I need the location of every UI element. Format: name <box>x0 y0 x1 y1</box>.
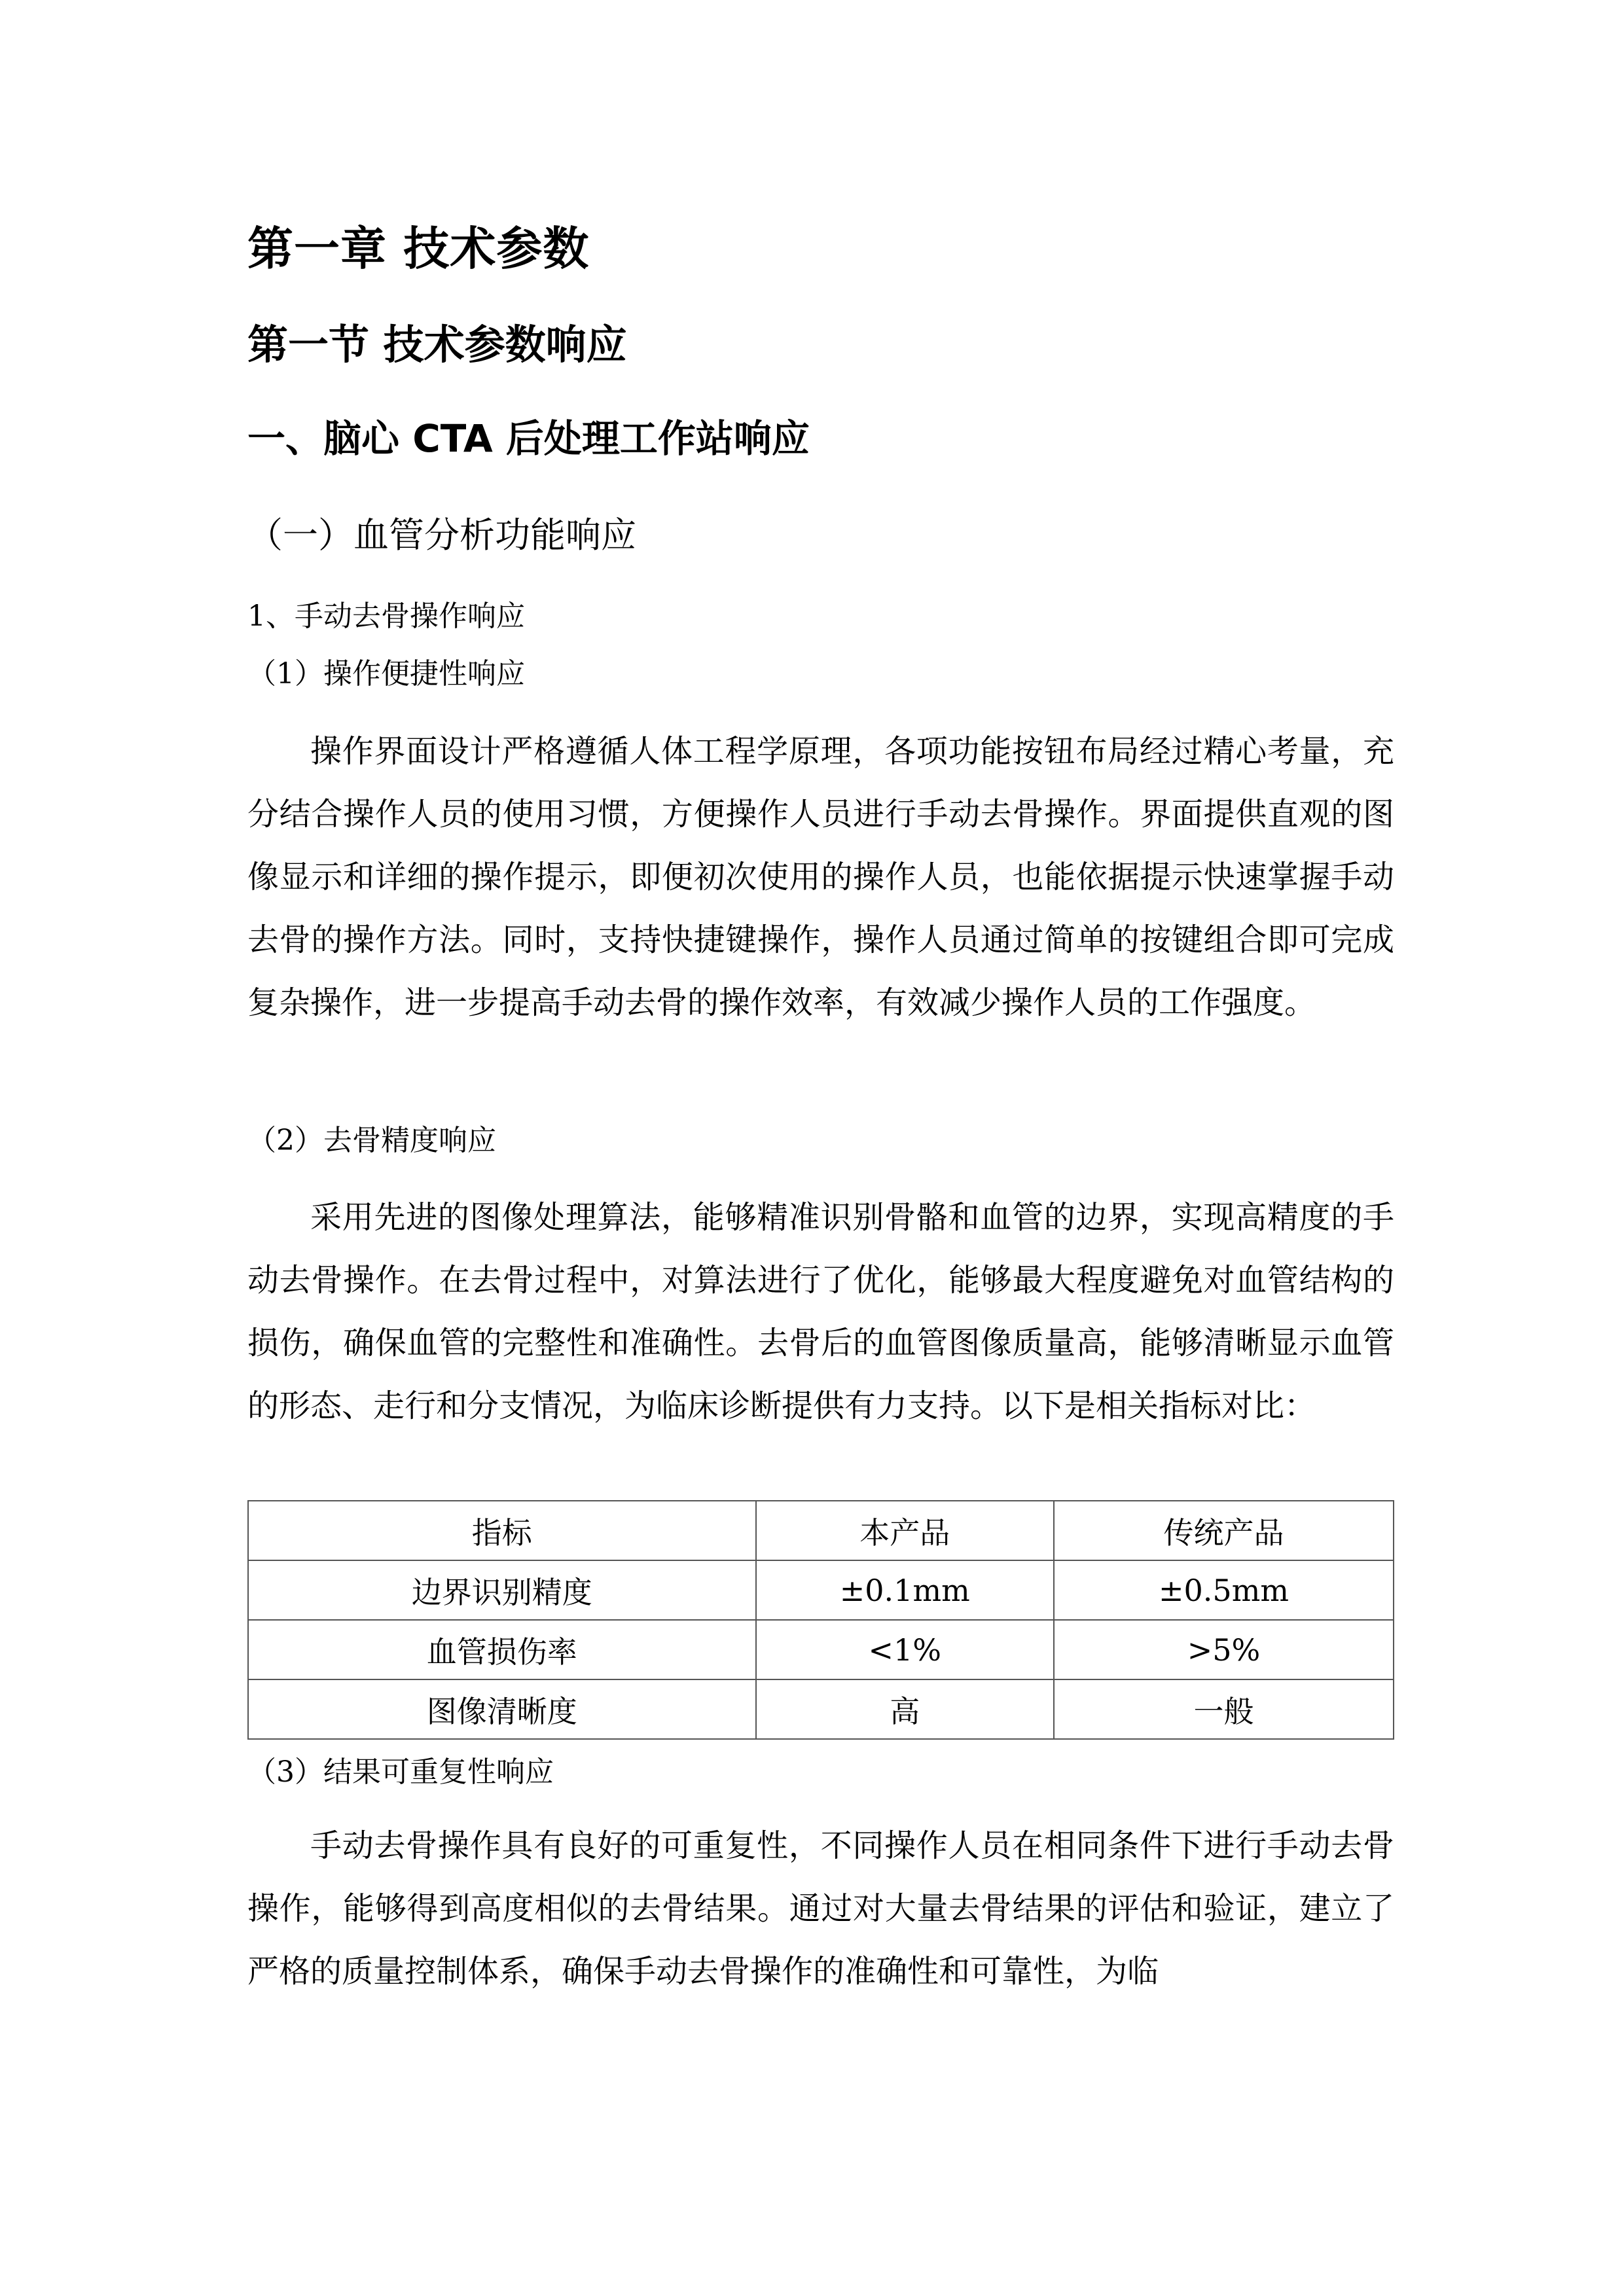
table-cell: ±0.5mm <box>1054 1560 1394 1620</box>
table-header-cell: 指标 <box>248 1501 756 1560</box>
sub2-title: （2）去骨精度响应 <box>247 1124 496 1157</box>
chapter-title: 第一章 技术参数 <box>247 222 590 276</box>
sub2-body: 采用先进的图像处理算法，能够精准识别骨骼和血管的边界，实现高精度的手动去骨操作。在去骨过程中，对算法进行了优化，能够最大程度避免对血管结构的损伤，确保血管的完整性和准确性。去骨后的血管图像质量高，能够清晰显示血管的形态、走行和分支情况，为临床诊断提供有力支持。以下是相关指标对比： <box>247 1199 1394 1424</box>
sub3-title: （3）结果可重复性响应 <box>247 1755 554 1789</box>
table-header-cell: 传统产品 <box>1054 1501 1394 1560</box>
table-row <box>248 1560 1394 1620</box>
table-cell: 一般 <box>1054 1679 1394 1739</box>
section-title: 第一节 技术参数响应 <box>247 321 627 368</box>
item-title: 1、手动去骨操作响应 <box>247 600 525 633</box>
sub1-title: （1）操作便捷性响应 <box>247 657 525 691</box>
table-cell: ±0.1mm <box>756 1560 1054 1620</box>
table-cell: 图像清晰度 <box>248 1679 756 1739</box>
sub1-body: 操作界面设计严格遵循人体工程学原理，各项功能按钮布局经过精心考量，充分结合操作人员的使用习惯，方便操作人员进行手动去骨操作。界面提供直观的图像显示和详细的操作提示，即便初次使用的操作人员，也能依据提示快速掌握手动去骨的操作方法。同时，支持快捷键操作，操作人员通过简单的按键组合即可完成复杂操作，进一步提高手动去骨的操作效率，有效减少操作人员的工作强度。 <box>247 733 1394 1021</box>
table-cell: >5% <box>1054 1620 1394 1679</box>
table-row <box>248 1679 1394 1739</box>
document-page <box>247 0 1394 2296</box>
table-cell: 边界识别精度 <box>248 1560 756 1620</box>
table-header-row <box>248 1501 1394 1560</box>
sub3-body: 手动去骨操作具有良好的可重复性，不同操作人员在相同条件下进行手动去骨操作，能够得到高度相似的去骨结果。通过对大量去骨结果的评估和验证，建立了严格的质量控制体系，确保手动去骨操作的准确性和可靠性，为临 <box>247 1827 1394 1990</box>
subsection-title: 一、脑心 CTA 后处理工作站响应 <box>247 416 810 461</box>
table-row <box>248 1620 1394 1679</box>
table-cell: 高 <box>756 1679 1054 1739</box>
part-title: （一）血管分析功能响应 <box>247 514 636 556</box>
table-cell: <1% <box>756 1620 1054 1679</box>
comparison-table <box>247 1500 1394 1740</box>
table-cell: 血管损伤率 <box>248 1620 756 1679</box>
table-header-cell: 本产品 <box>756 1501 1054 1560</box>
